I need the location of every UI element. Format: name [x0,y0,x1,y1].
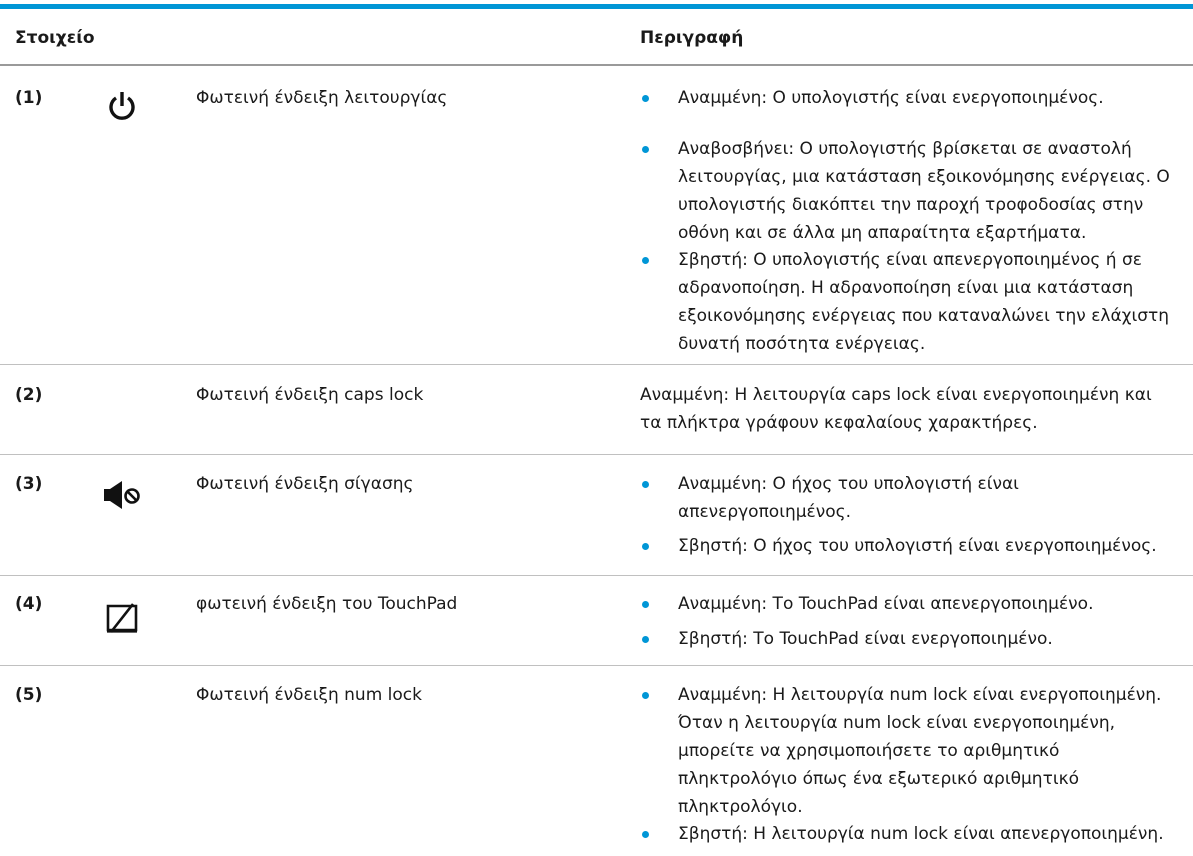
bullet-icon [642,543,649,550]
bullet-icon [642,146,649,153]
power-icon [106,90,138,122]
bullet-icon [642,692,649,699]
component-name: φωτεινή ένδειξη του TouchPad [196,594,458,614]
component-name: Φωτεινή ένδειξη caps lock [196,385,424,405]
table-row [0,576,1193,666]
header-description: Περιγραφή [640,28,744,48]
touchpad-off-icon [104,602,140,634]
mute-icon [102,479,142,511]
bullet-icon [642,831,649,838]
component-name: Φωτεινή ένδειξη num lock [196,685,422,705]
header-item: Στοιχείο [15,28,95,48]
bullet-text: Σβηστή: Ο υπολογιστής είναι απενεργοποιημένος ή σε αδρανοποίηση. Η αδρανοποίηση είναι μια κατάσταση εξοικονόμησης ενέργειας που καταναλώνει την ελάχιστη δυνατή ποσότητα ενέργειας. [678,250,1170,354]
bullet-text: Αναμμένη: Η λειτουργία num lock είναι ενεργοποιημένη. Όταν η λειτουργία num lock είναι ενεργοποιημένη, μπορείτε να χρησιμοποιήσετε το αριθμητικό πληκτρολόγιο όπως ένα εξωτερικό αριθμητικό πληκτρολόγιο. [678,685,1162,817]
row-number: (5) [15,685,43,705]
table-row [0,455,1193,576]
bullet-text: Αναμμένη: Ο υπολογιστής είναι ενεργοποιημένος. [678,88,1104,108]
bullet-icon [642,95,649,102]
bullet-text: Σβηστή: Ο ήχος του υπολογιστή είναι ενεργοποιημένος. [678,536,1157,556]
bullet-text: Αναμμένη: Ο ήχος του υπολογιστή είναι απενεργοποιημένος. [678,474,1019,522]
bullet-icon [642,636,649,643]
bullet-icon [642,257,649,264]
bullet-text: Σβηστή: Το TouchPad είναι ενεργοποιημένο. [678,629,1053,649]
bullet-text: Αναβοσβήνει: Ο υπολογιστής βρίσκεται σε αναστολή λειτουργίας, μια κατάσταση εξοικονόμησης ενέργειας. Ο υπολογιστής διακόπτει την παροχή τροφοδοσίας στην οθόνη και σε άλλα μη απαραίτητα εξαρτήματα. [678,139,1170,243]
component-name: Φωτεινή ένδειξη λειτουργίας [196,88,448,108]
table-row [0,365,1193,455]
table-top-rule [0,4,1193,9]
bullet-icon [642,601,649,608]
row-number: (2) [15,385,43,405]
table-row [0,66,1193,365]
component-name: Φωτεινή ένδειξη σίγασης [196,474,414,494]
row-number: (4) [15,594,43,614]
table-row [0,666,1193,854]
row-number: (3) [15,474,43,494]
bullet-text: Αναμμένη: Το TouchPad είναι απενεργοποιημένο. [678,594,1094,614]
bullet-text: Σβηστή: Η λειτουργία num lock είναι απενεργοποιημένη. [678,824,1164,844]
component-description: Αναμμένη: Η λειτουργία caps lock είναι ενεργοποιημένη και τα πλήκτρα γράφουν κεφαλαίους χαρακτήρες. [640,385,1152,433]
bullet-icon [642,481,649,488]
row-number: (1) [15,88,43,108]
